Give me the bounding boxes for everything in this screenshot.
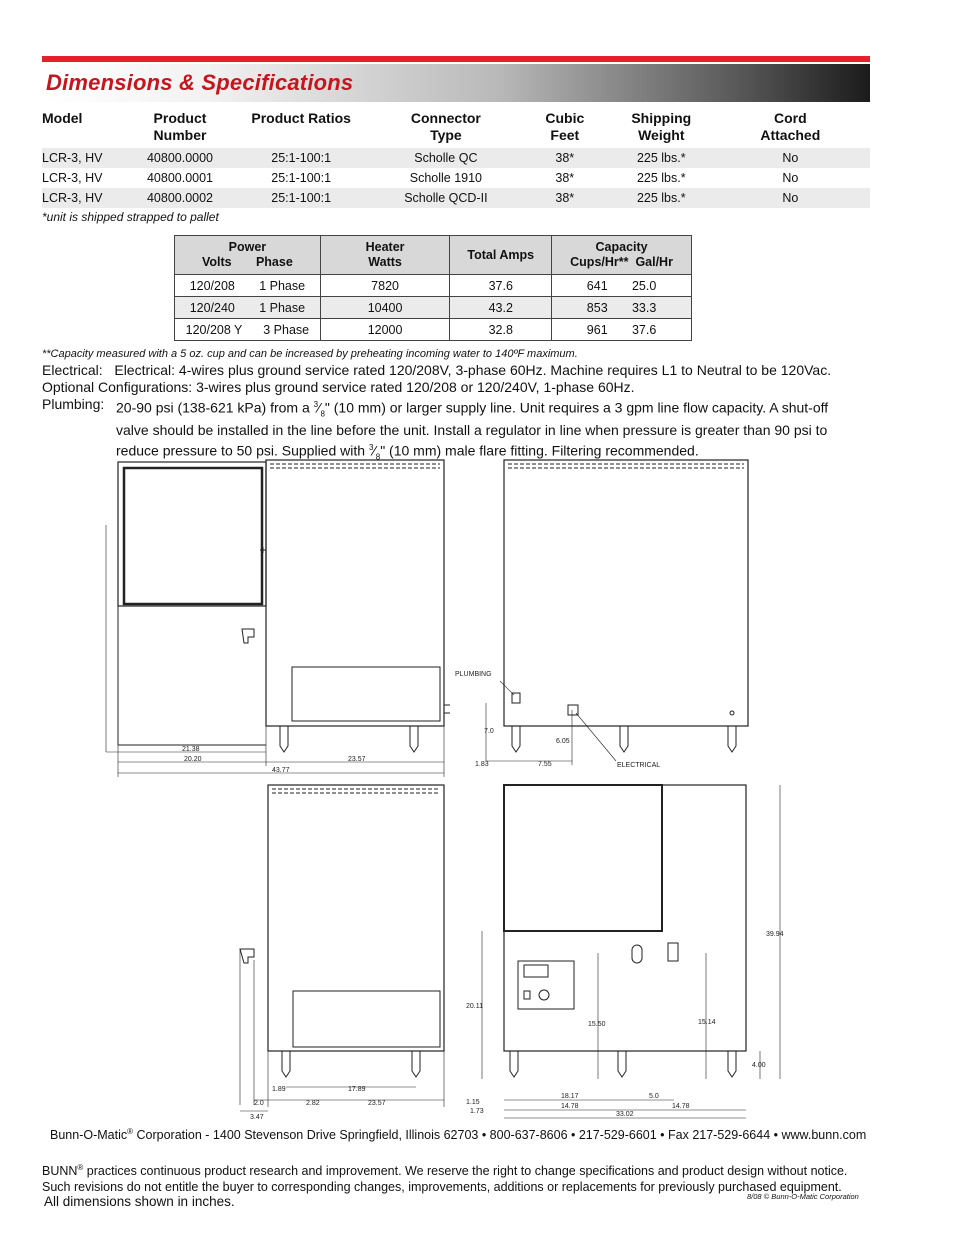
leg [728, 1051, 736, 1077]
cabinet-body [268, 785, 444, 1051]
leg [620, 726, 628, 752]
dim-label: 2.0 [254, 1100, 264, 1107]
table-row [175, 275, 692, 297]
dim-label: 21.38 [182, 746, 200, 753]
table-row [42, 148, 870, 168]
cell-product-ratios: 25:1-100:1 [228, 188, 374, 208]
dim-label: 15.14 [698, 1019, 716, 1026]
power-table [174, 235, 692, 341]
dims-side-view [106, 525, 444, 777]
cell-cord-attached: No [711, 188, 870, 208]
cell-cord-attached: No [782, 171, 799, 185]
indicator-dot [730, 711, 734, 715]
dispense-valve [242, 629, 254, 643]
cell-connector-type: Scholle QCD-II [374, 188, 518, 208]
rear-connector [668, 943, 678, 961]
dim-label: 23.57 [348, 756, 366, 763]
cell-product-ratios: 25:1-100:1 [228, 148, 374, 168]
table-row [42, 188, 870, 208]
dimensions-note: All dimensions shown in inches. [44, 1194, 235, 1209]
electrical-text: Electrical: 4-wires plus ground service rated 120/208V, 3-phase 60Hz. Machine requires L1 to Neutral to be 120Vac. [114, 362, 832, 378]
leg [512, 726, 520, 752]
leg [618, 1051, 626, 1077]
cell-total-amps: 32.8 [450, 319, 552, 341]
dim-label: 14.78 [561, 1103, 579, 1110]
dimension-labels [182, 671, 784, 1121]
shipping-note: *unit is shipped strapped to pallet [42, 210, 219, 224]
leg [410, 726, 418, 752]
table-row [42, 168, 870, 188]
dispense-valve [240, 949, 254, 963]
cabinet-front [504, 460, 748, 726]
cell-product-number: 40800.0000 [132, 148, 228, 168]
col-header-cord-attached: Cord Attached [760, 110, 821, 143]
cell-connector-type: Scholle 1910 [409, 171, 483, 185]
leader-plumbing [500, 681, 514, 695]
access-panel [293, 991, 440, 1047]
cell-total-amps: 37.6 [450, 275, 552, 297]
cell-heater-watts: 12000 [320, 319, 450, 341]
open-door-panel [118, 462, 266, 606]
dim-label: 4.00 [752, 1062, 766, 1069]
dim-label: 39.94 [766, 931, 784, 938]
col-header-capacity: Capacity Cups/Hr** Gal/Hr [552, 236, 692, 275]
dim-label: 15.50 [588, 1021, 606, 1028]
cell-model: LCR-3, HV [42, 171, 103, 185]
leg [510, 1051, 518, 1077]
plumbing-label: PLUMBING [455, 671, 492, 678]
spec-header-row [42, 110, 870, 148]
cell-power: 120/208 1 Phase [175, 275, 321, 297]
col-header-heater-watts: Heater Watts [320, 236, 450, 275]
electrical-paragraph [42, 362, 831, 379]
cell-product-ratios: 25:1-100:1 [271, 171, 332, 185]
copyright-note: 8/08 © Bunn-O-Matic Corporation [747, 1192, 859, 1201]
dim-label: 14.78 [672, 1103, 690, 1110]
electrical-label: ELECTRICAL [617, 762, 661, 769]
cell-capacity: 641 25.0 [552, 275, 692, 297]
cell-cubic-feet: 38* [518, 148, 612, 168]
dim-label: 23.57 [368, 1100, 386, 1107]
company-contact-line: Bunn-O-Matic® Corporation - 1400 Stevenson Drive Springfield, Illinois 62703 • 800-637-8606 • 217-529-6601 • Fax 217-529-6644 • www.bunn.com [50, 1127, 867, 1143]
control-panel [518, 961, 574, 1009]
leg [282, 1051, 290, 1077]
title-banner [42, 64, 870, 102]
optional-config-paragraph: Optional Configurations: 3-wires plus ground service rated 120/208 or 120/240V, 1-phase 60Hz. [42, 379, 635, 395]
cell-heater-watts: 10400 [320, 297, 450, 319]
access-panel [292, 667, 440, 721]
dim-label: 1.83 [475, 761, 489, 768]
dim-label: 1.73 [470, 1108, 484, 1115]
leg [280, 726, 288, 752]
cabinet-rear [504, 785, 746, 1051]
front-view [486, 460, 748, 765]
leg [728, 726, 736, 752]
col-header-power: Power Volts Phase [175, 236, 321, 275]
cabinet-body [266, 460, 444, 726]
dim-label: 7.0 [484, 728, 494, 735]
cell-connector-type: Scholle QC [374, 148, 518, 168]
plumbing-text: 20-90 psi (138-621 kPa) from a $^3⁄_8$" (10 mm) or larger supply line. Unit requires a 3 gpm line flow capacity. A shut-off valve should be installed in the line before the unit. Install a regulator in line when pressure is greater than 90 psi to reduce pressure to 50 psi. Supplied with $^3⁄_8$" (10 mm) male flare fitting. Filtering recommended. [116, 399, 829, 462]
display-screen [524, 965, 548, 977]
capacity-note: **Capacity measured with a 5 oz. cup and can be increased by preheating incoming water to 140ºF maximum. [42, 348, 578, 360]
cell-model: LCR-3, HV [42, 148, 132, 168]
disclaimer-text: BUNN® practices continuous product research and improvement. We reserve the right to change specifications and product design without notice. Such revisions do not entitle the buyer to corresponding changes, improvements, additions or replacements for previously purchased equipment. [42, 1163, 848, 1195]
electrical-label: Electrical: [42, 362, 103, 378]
dim-label: 17.89 [348, 1086, 366, 1093]
power-switch [524, 991, 530, 999]
cell-shipping-weight: 225 lbs.* [612, 148, 711, 168]
cell-power: 120/208 Y 3 Phase [175, 319, 321, 341]
cell-power: 120/240 1 Phase [175, 297, 321, 319]
cell-cubic-feet: 38* [518, 188, 612, 208]
dim-label: 33.02 [616, 1111, 634, 1118]
col-header-product-ratios: Product Ratios [251, 110, 351, 126]
cell-cubic-feet: 38* [555, 171, 575, 185]
leader-electrical [576, 713, 616, 761]
rear-view [482, 785, 780, 1118]
door-inner-frame [124, 468, 262, 604]
power-header-row [175, 236, 692, 275]
cell-shipping-weight: 225 lbs.* [636, 171, 686, 185]
leg [412, 1051, 420, 1077]
plumbing-label: Plumbing: [42, 396, 105, 412]
col-header-total-amps: Total Amps [450, 236, 552, 275]
col-header-product-number: Product Number [153, 110, 207, 143]
dim-label: 6.05 [556, 738, 570, 745]
col-header-shipping-weight: Shipping Weight [631, 110, 692, 143]
cell-capacity: 853 33.3 [552, 297, 692, 319]
control-knob [539, 990, 549, 1000]
dim-label: 1.89 [272, 1086, 286, 1093]
col-header-cubic-feet: Cubic Feet [545, 110, 585, 143]
cell-heater-watts: 7820 [320, 275, 450, 297]
cell-product-number: 40800.0002 [132, 188, 228, 208]
table-row [175, 297, 692, 319]
dim-label: 18.17 [561, 1093, 579, 1100]
page-title: Dimensions & Specifications [46, 70, 354, 95]
dim-label: 3.47 [250, 1114, 264, 1121]
cell-product-number: 40800.0001 [146, 171, 214, 185]
cell-cord-attached: No [711, 148, 870, 168]
rear-fitting [632, 945, 642, 963]
dim-label: 20.20 [184, 756, 202, 763]
table-row [175, 319, 692, 341]
dim-label: 5.0 [649, 1093, 659, 1100]
dim-label: 7.55 [538, 761, 552, 768]
rear-upper-panel [504, 785, 662, 931]
side-view-closed [240, 785, 444, 1111]
dimension-drawings [100, 455, 800, 1125]
dim-label: 43.77 [272, 767, 290, 774]
specifications-table [42, 110, 870, 208]
col-header-connector-type: Connector Type [410, 110, 481, 143]
cell-capacity: 961 37.6 [552, 319, 692, 341]
dim-label: 2.82 [306, 1100, 320, 1107]
cell-shipping-weight: 225 lbs.* [612, 188, 711, 208]
cell-model: LCR-3, HV [42, 188, 132, 208]
dim-label: 20.11 [466, 1003, 483, 1010]
dim-label: 1.15 [466, 1099, 480, 1106]
side-view-door-open [118, 460, 450, 752]
col-header-model: Model [42, 110, 83, 126]
cell-total-amps: 43.2 [450, 297, 552, 319]
header-red-bar [42, 56, 870, 62]
